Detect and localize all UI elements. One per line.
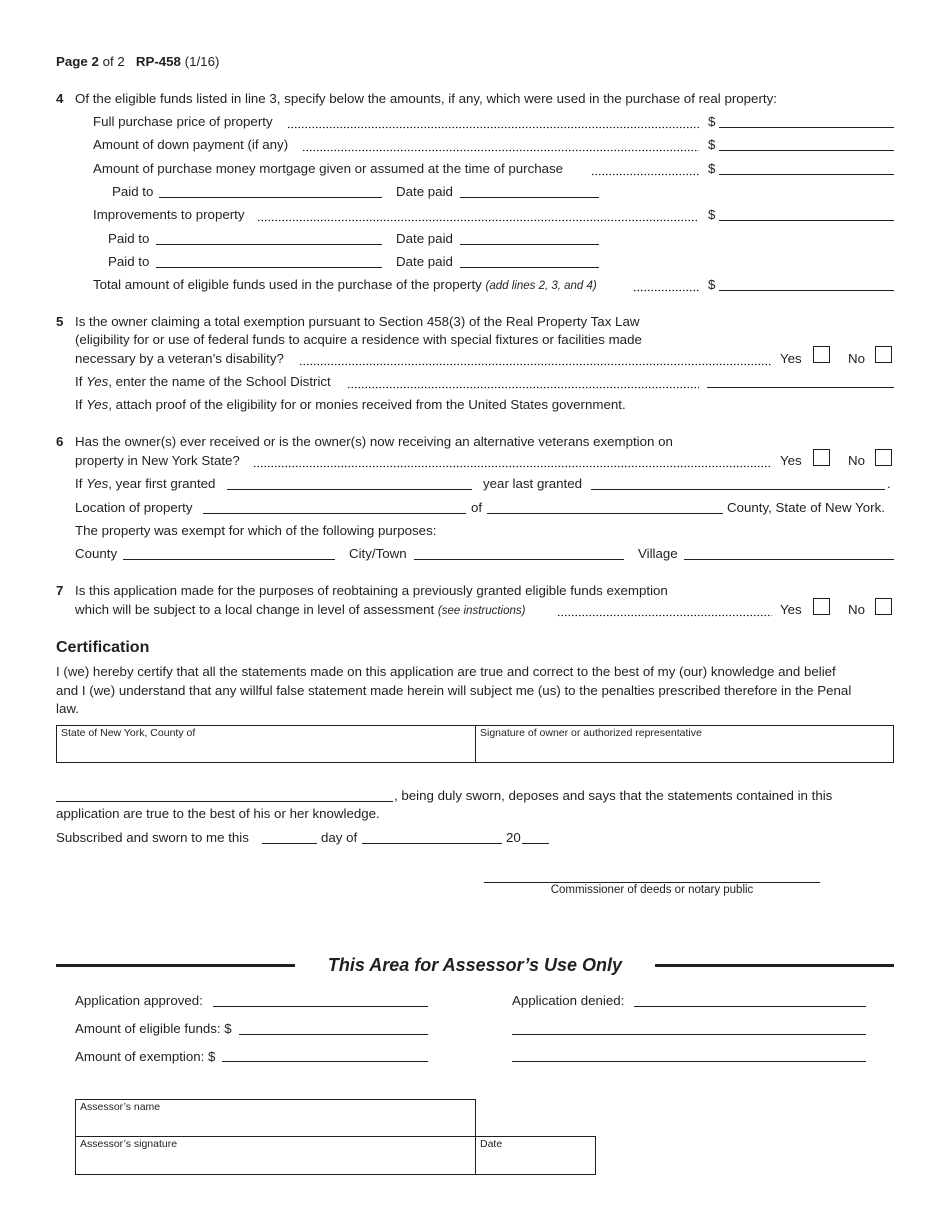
form-revision: (1/16) <box>184 54 220 69</box>
q6-line2: property in New York State? <box>75 453 240 468</box>
approved-field[interactable] <box>213 1006 428 1007</box>
assessor-date-field[interactable] <box>475 1136 596 1175</box>
leader-dots <box>591 166 699 176</box>
q4-total-label <box>93 277 597 292</box>
q6-line1: Has the owner(s) ever received or is the owner(s) now receiving an alternative veterans exemption on <box>75 434 673 449</box>
divider-left <box>56 964 295 967</box>
improvements-date-paid-field-2[interactable] <box>460 267 599 268</box>
q4-total-text: Total amount of eligible funds used in the purchase of the property <box>93 277 482 292</box>
no-label: No <box>848 351 865 366</box>
dollar-sign: $ <box>708 137 716 152</box>
denied-field[interactable] <box>634 1006 866 1007</box>
paid-to-label: Paid to <box>108 231 150 246</box>
q4-down-payment-label: Amount of down payment (if any) <box>93 137 289 152</box>
school-district-field[interactable] <box>707 387 894 388</box>
eligible-funds-field[interactable] <box>239 1034 428 1035</box>
school-district-text: , enter the name of the School District <box>108 374 331 389</box>
county-location-field[interactable] <box>487 513 723 514</box>
q5-number: 5 <box>56 314 64 329</box>
leader-dots <box>633 282 699 292</box>
q7-no-checkbox[interactable] <box>875 598 892 615</box>
state-county-field[interactable] <box>56 725 476 763</box>
leader-dots <box>347 379 699 389</box>
if-text: If <box>75 476 83 491</box>
certification-line2: and I (we) understand that any willful false statement made herein will subject me (us) to the penalties prescribed therefore in the Penal <box>56 683 852 698</box>
date-paid-label: Date paid <box>396 184 453 199</box>
q4-number: 4 <box>56 91 64 106</box>
year-first-granted-field[interactable] <box>227 489 472 490</box>
year-last-granted-field[interactable] <box>591 489 885 490</box>
q6-first-granted-label <box>75 476 215 491</box>
deponent-name-field[interactable] <box>56 801 393 802</box>
owner-signature-field[interactable] <box>475 725 894 763</box>
form-number: RP-458 <box>135 54 181 69</box>
notary-signature-field[interactable] <box>484 882 820 883</box>
yes-label: Yes <box>780 602 802 617</box>
year-first-granted-text: , year first granted <box>108 476 216 491</box>
yes-word: Yes <box>86 397 109 412</box>
day-of-label: day of <box>321 830 358 845</box>
improvements-paid-to-field-2[interactable] <box>156 267 382 268</box>
q4-text: Of the eligible funds listed in line 3, specify below the amounts, if any, which were used in the purchase of real property: <box>75 91 777 106</box>
assessor-name-field[interactable] <box>75 1099 476 1137</box>
if-text: If <box>75 397 83 412</box>
q7-yes-checkbox[interactable] <box>813 598 830 615</box>
exemption-amount-field[interactable] <box>222 1061 428 1062</box>
location-field[interactable] <box>203 513 466 514</box>
yes-word: Yes <box>86 476 109 491</box>
sworn-day-field[interactable] <box>262 843 317 844</box>
yes-word: Yes <box>86 374 109 389</box>
no-label: No <box>848 453 865 468</box>
city-town-label: City/Town <box>349 546 407 561</box>
subscribed-label: Subscribed and sworn to me this <box>56 830 249 845</box>
total-field[interactable] <box>719 290 894 291</box>
improvements-paid-to-field-1[interactable] <box>156 244 382 245</box>
page-of: of 2 <box>102 54 125 69</box>
improvements-field[interactable] <box>719 220 894 221</box>
date-paid-label: Date paid <box>396 231 453 246</box>
dollar-sign: $ <box>708 114 716 129</box>
dollar-sign: $ <box>708 277 716 292</box>
q4-mortgage-label: Amount of purchase money mortgage given or assumed at the time of purchase <box>93 161 564 176</box>
mortgage-paid-to-field[interactable] <box>159 197 382 198</box>
notary-label: Commissioner of deeds or notary public <box>550 884 754 896</box>
mortgage-date-paid-field[interactable] <box>460 197 599 198</box>
leader-dots <box>557 607 772 617</box>
dollar-sign: $ <box>708 161 716 176</box>
yes-label: Yes <box>780 351 802 366</box>
assessor-title: This Area for Assessor’s Use Only <box>327 955 623 975</box>
leader-dots <box>287 119 699 129</box>
q7-line1: Is this application made for the purposes of reobtaining a previously granted eligible funds exemption <box>75 583 668 598</box>
eligible-funds-label: Amount of eligible funds: $ <box>75 1021 232 1036</box>
q6-no-checkbox[interactable] <box>875 449 892 466</box>
q5-attach-label <box>75 397 626 412</box>
q5-line3: necessary by a veteran’s disability? <box>75 351 284 366</box>
date-paid-label: Date paid <box>396 254 453 269</box>
approved-label: Application approved: <box>75 993 203 1008</box>
exempt-purposes-label: The property was exempt for which of the following purposes: <box>75 523 437 538</box>
q5-line2: (eligibility for or use of federal funds to acquire a residence with special fixtures or facilities made <box>75 332 642 347</box>
certification-line1: I (we) hereby certify that all the statements made on this application are true and correct to the best of my (our) knowledge and belief <box>56 664 836 679</box>
attach-proof-text: , attach proof of the eligibility for or monies received from the United States government. <box>108 397 626 412</box>
sworn-line2: application are true to the best of his or her knowledge. <box>56 806 380 821</box>
paid-to-label: Paid to <box>112 184 154 199</box>
assessor-name-label: Assessor’s name <box>80 1101 161 1113</box>
mortgage-field[interactable] <box>719 174 894 175</box>
village-label: Village <box>638 546 678 561</box>
q5-school-label <box>75 374 331 389</box>
paid-to-label: Paid to <box>108 254 150 269</box>
state-county-label: State of New York, County of <box>61 727 196 739</box>
owner-signature-label: Signature of owner or authorized representative <box>480 727 702 739</box>
q5-line1: Is the owner claiming a total exemption pursuant to Section 458(3) of the Real Property Tax Law <box>75 314 640 329</box>
sworn-year-field[interactable] <box>522 843 549 844</box>
page-number: Page 2 <box>56 54 99 69</box>
q7-number: 7 <box>56 583 64 598</box>
improvements-date-paid-field-1[interactable] <box>460 244 599 245</box>
q4-full-price-label: Full purchase price of property <box>93 114 273 129</box>
county-state-label: County, State of New York. <box>727 500 885 515</box>
q7-line2 <box>75 602 525 617</box>
certification-line3: law. <box>56 701 79 716</box>
leader-dots <box>253 458 772 468</box>
county-purpose-field[interactable] <box>123 559 335 560</box>
city-town-purpose-field[interactable] <box>414 559 624 560</box>
denied-label: Application denied: <box>512 993 625 1008</box>
q5-no-checkbox[interactable] <box>875 346 892 363</box>
no-label: No <box>848 602 865 617</box>
leader-dots <box>257 212 699 222</box>
sworn-month-field[interactable] <box>362 843 502 844</box>
dollar-sign: $ <box>708 207 716 222</box>
down-payment-field[interactable] <box>719 150 894 151</box>
leader-dots <box>299 356 772 366</box>
assessor-signature-field[interactable] <box>75 1136 476 1175</box>
q7-line2-text: which will be subject to a local change in level of assessment <box>75 602 435 617</box>
q6-number: 6 <box>56 434 64 449</box>
leader-dots <box>302 142 699 152</box>
assessor-date-label: Date <box>480 1138 503 1150</box>
certification-title: Certification <box>56 639 150 656</box>
sworn-line1: , being duly sworn, deposes and says that the statements contained in this <box>394 788 833 803</box>
county-label: County <box>75 546 118 561</box>
denied-reason-field-1[interactable] <box>512 1034 866 1035</box>
exemption-amount-label: Amount of exemption: $ <box>75 1049 216 1064</box>
year-prefix: 20 <box>506 830 521 845</box>
of-label: of <box>471 500 483 515</box>
q4-improvements-label: Improvements to property <box>93 207 245 222</box>
q6-yes-checkbox[interactable] <box>813 449 830 466</box>
yes-label: Yes <box>780 453 802 468</box>
q4-total-note: (add lines 2, 3, and 4) <box>485 280 597 292</box>
divider-right <box>655 964 894 967</box>
denied-reason-field-2[interactable] <box>512 1061 866 1062</box>
full-price-field[interactable] <box>719 127 894 128</box>
assessor-signature-label: Assessor’s signature <box>80 1138 178 1150</box>
period: . <box>887 476 891 491</box>
q5-yes-checkbox[interactable] <box>813 346 830 363</box>
village-purpose-field[interactable] <box>684 559 894 560</box>
if-text: If <box>75 374 83 389</box>
year-last-granted-label: year last granted <box>483 476 583 491</box>
page-header <box>56 54 219 69</box>
q7-note: (see instructions) <box>437 605 526 617</box>
location-label: Location of property <box>75 500 193 515</box>
